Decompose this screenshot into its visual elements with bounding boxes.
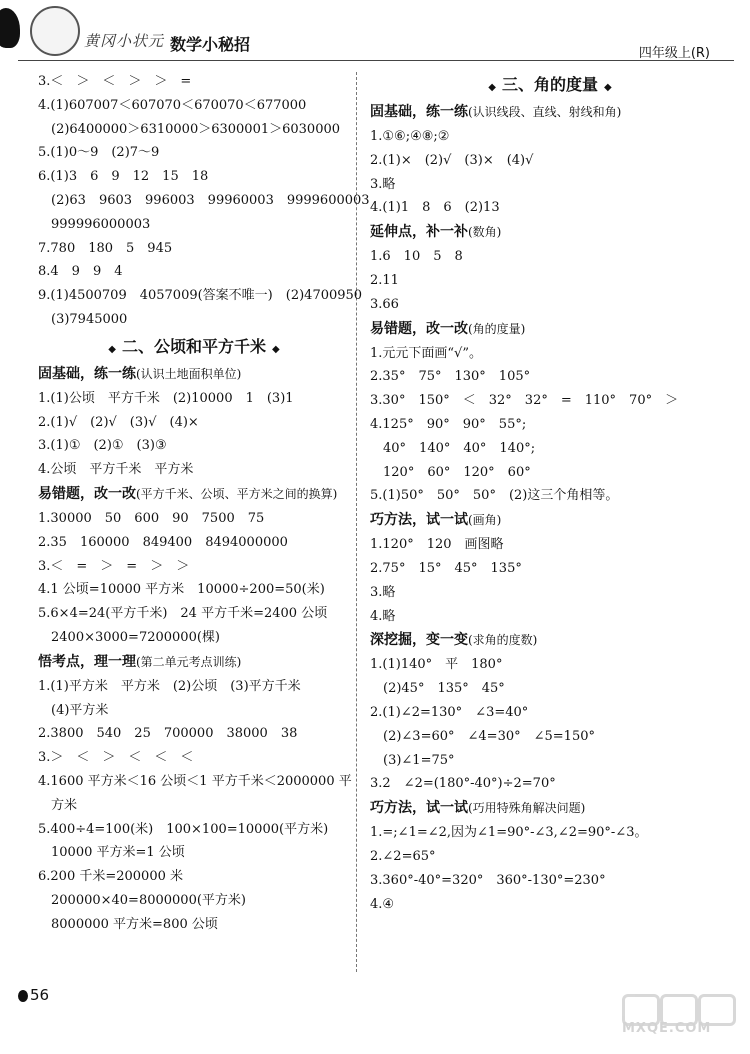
answer-line: 3.＞ ＜ ＞ ＜ ＜ ＜ — [38, 750, 194, 766]
right-column — [370, 70, 730, 916]
subsection-title: 固基础，练一练 — [38, 365, 136, 382]
answer-line: 2.(1)√ (2)√ (3)√ (4)× — [38, 414, 199, 430]
subsection-title: 悟考点，理一理 — [38, 653, 136, 670]
answer-line: (3)7945000 — [51, 311, 128, 327]
logo-mascot-icon — [30, 6, 80, 56]
answer-line: 1.(1)140° 平 180° — [370, 657, 503, 673]
answer-line: 3.＜ ＞ ＜ ＞ ＞ = — [38, 74, 192, 89]
brand-script-logo: 黄冈小状元 — [84, 32, 165, 50]
answer-line: 5.400÷4=100(米) 100×100=10000(平方米) — [38, 821, 329, 837]
answer-line: 2.(1)× (2)√ (3)× (4)√ — [370, 152, 534, 168]
answer-line: 1.120° 120 画图略 — [370, 537, 504, 553]
answer-line: 6.(1)3 6 9 12 15 18 — [38, 169, 209, 185]
page-number-text: 56 — [30, 986, 50, 1004]
page-number — [18, 986, 49, 1004]
subsection-note: (角的度量) — [468, 321, 526, 336]
answer-line: 1.30000 50 600 90 7500 75 — [38, 510, 265, 526]
answer-line: 1.6 10 5 8 — [370, 249, 463, 265]
subsection-title: 巧方法，试一试 — [370, 512, 468, 529]
answer-line: 2.(1)∠2=130° ∠3=40° — [370, 704, 529, 720]
page-header — [0, 0, 750, 70]
subsection-title: 巧方法，试一试 — [370, 800, 468, 817]
subsection-heading — [38, 482, 350, 507]
answer-line: 4.略 — [370, 608, 396, 624]
answer-line: 6.200 千米=200000 米 — [38, 869, 183, 885]
subsection-note: (平方千米、公顷、平方米之间的换算) — [136, 486, 338, 501]
answer-line: 方米 — [51, 797, 78, 813]
subsection-note: (认识线段、直线、射线和角) — [468, 105, 622, 119]
answer-line: 2.35° 75° 130° 105° — [370, 369, 531, 385]
answer-line: 5.6×4=24(平方千米) 24 平方千米=2400 公顷 — [38, 606, 328, 622]
subsection-heading — [38, 650, 350, 675]
answer-line: 2.11 — [370, 272, 399, 288]
answer-line: 3.略 — [370, 584, 396, 600]
subsection-heading — [370, 508, 730, 533]
diamond-icon: ◆ — [272, 343, 280, 355]
answer-line: 2.35 160000 849400 8494000000 — [38, 534, 288, 550]
answer-line: 1.①⑥;④⑧;② — [370, 129, 450, 144]
answer-line: (2)63 9603 996003 99960003 9999600003 — [51, 192, 370, 208]
answer-line: 3.30° 150° ＜ 32° 32° = 110° 70° ＞ — [370, 393, 679, 409]
answer-line: 3.2 ∠2=(180°-40°)÷2=70° — [370, 776, 556, 792]
section-title: 二、公顷和平方千米 — [121, 336, 266, 356]
subsection-heading — [370, 628, 730, 653]
answer-line: 200000×40=8000000(平方米) — [51, 892, 246, 908]
subsection-title: 深挖掘，变一变 — [370, 632, 468, 649]
answer-line: 8000000 平方米=800 公顷 — [51, 916, 218, 932]
header-rule — [18, 60, 734, 61]
answer-line: 5.(1)50° 50° 50° (2)这三个角相等。 — [370, 488, 619, 504]
book-title: 数学小秘招 — [170, 35, 251, 54]
subsection-title: 易错题，改一改 — [370, 320, 468, 337]
watermark-url: MXQE.COM — [622, 1021, 712, 1036]
answer-line: 4.(1)1 8 6 (2)13 — [370, 200, 500, 216]
answer-line: 40° 140° 40° 140°; — [383, 440, 536, 456]
left-column — [38, 70, 370, 937]
answer-line: 3.＜ = ＞ = ＞ ＞ — [38, 558, 190, 574]
subsection-heading — [370, 220, 730, 245]
answer-line: (2)6400000＞6310000＞6300001＞6030000 — [51, 121, 341, 137]
subsection-heading — [370, 796, 730, 821]
answer-line: 8.4 9 9 4 — [38, 264, 123, 280]
section-heading — [38, 332, 350, 362]
subsection-note: (认识土地面积单位) — [136, 366, 242, 381]
answer-line: 4.④ — [370, 896, 395, 912]
answer-line: (2)45° 135° 45° — [383, 681, 505, 697]
section-heading — [370, 70, 730, 100]
subsection-title: 延伸点，补一补 — [370, 224, 468, 241]
section-title: 三、角的度量 — [501, 75, 598, 94]
answer-line: 2.3800 540 25 700000 38000 38 — [38, 726, 298, 742]
answer-line: 1.元元下面画“√”。 — [370, 345, 482, 361]
answer-line: 1.(1)公顷 平方千米 (2)10000 1 (3)1 — [38, 390, 294, 406]
subsection-heading — [38, 362, 350, 387]
answer-line: 999996000003 — [51, 216, 151, 232]
answer-line: 2.75° 15° 45° 135° — [370, 560, 522, 576]
subsection-heading — [370, 100, 730, 125]
grade-label: 四年级上(R) — [638, 46, 710, 61]
answer-line: 7.780 180 5 945 — [38, 240, 173, 256]
answer-line: (4)平方米 — [51, 702, 109, 718]
logo-ink-blob — [0, 8, 20, 48]
answer-line: 3.(1)① (2)① (3)③ — [38, 438, 167, 454]
answer-line: 4.1600 平方米＜16 公顷＜1 平方千米＜2000000 平 — [38, 773, 352, 789]
subsection-heading — [370, 317, 730, 342]
answer-line: 4.1 公顷=10000 平方米 10000÷200=50(米) — [38, 582, 325, 598]
answer-line: 4.(1)607007＜607070＜670070＜677000 — [38, 97, 307, 113]
subsection-note: (数角) — [468, 225, 502, 240]
answer-line: 1.(1)平方米 平方米 (2)公顷 (3)平方千米 — [38, 678, 301, 694]
answer-line: 10000 平方米=1 公顷 — [51, 845, 185, 861]
answer-line: 2.∠2=65° — [370, 848, 436, 864]
subsection-title: 易错题，改一改 — [38, 485, 136, 502]
answer-line: 3.360°-40°=320° 360°-130°=230° — [370, 872, 606, 888]
answer-line: 120° 60° 120° 60° — [383, 464, 531, 480]
answer-line: 4.公顷 平方千米 平方米 — [38, 462, 194, 478]
answer-line: 9.(1)4500709 4057009(答案不唯一) (2)4700950 — [38, 288, 363, 304]
answer-line: 5.(1)0～9 (2)7～9 — [38, 145, 160, 161]
answer-line: (2)∠3=60° ∠4=30° ∠5=150° — [383, 728, 595, 744]
subsection-title: 固基础，练一练 — [370, 104, 468, 120]
answer-line: (3)∠1=75° — [383, 752, 455, 768]
subsection-note: (巧用特殊角解决问题) — [468, 801, 586, 816]
answer-line: 3.略 — [370, 176, 396, 192]
page-dot-icon — [18, 990, 28, 1002]
answer-line: 1.=;∠1=∠2,因为∠1=90°-∠3,∠2=90°-∠3。 — [370, 825, 648, 841]
subsection-note: (求角的度数) — [468, 633, 538, 648]
diamond-icon: ◆ — [488, 82, 496, 93]
watermark — [622, 994, 732, 1036]
subsection-note: (第二单元考点训练) — [136, 654, 242, 669]
diamond-icon: ◆ — [604, 82, 612, 93]
subsection-note: (画角) — [468, 513, 502, 528]
answer-line: 4.125° 90° 90° 55°; — [370, 416, 527, 432]
answer-line: 3.66 — [370, 296, 399, 312]
answer-line: 2400×3000=7200000(棵) — [51, 629, 220, 645]
diamond-icon: ◆ — [108, 343, 116, 355]
